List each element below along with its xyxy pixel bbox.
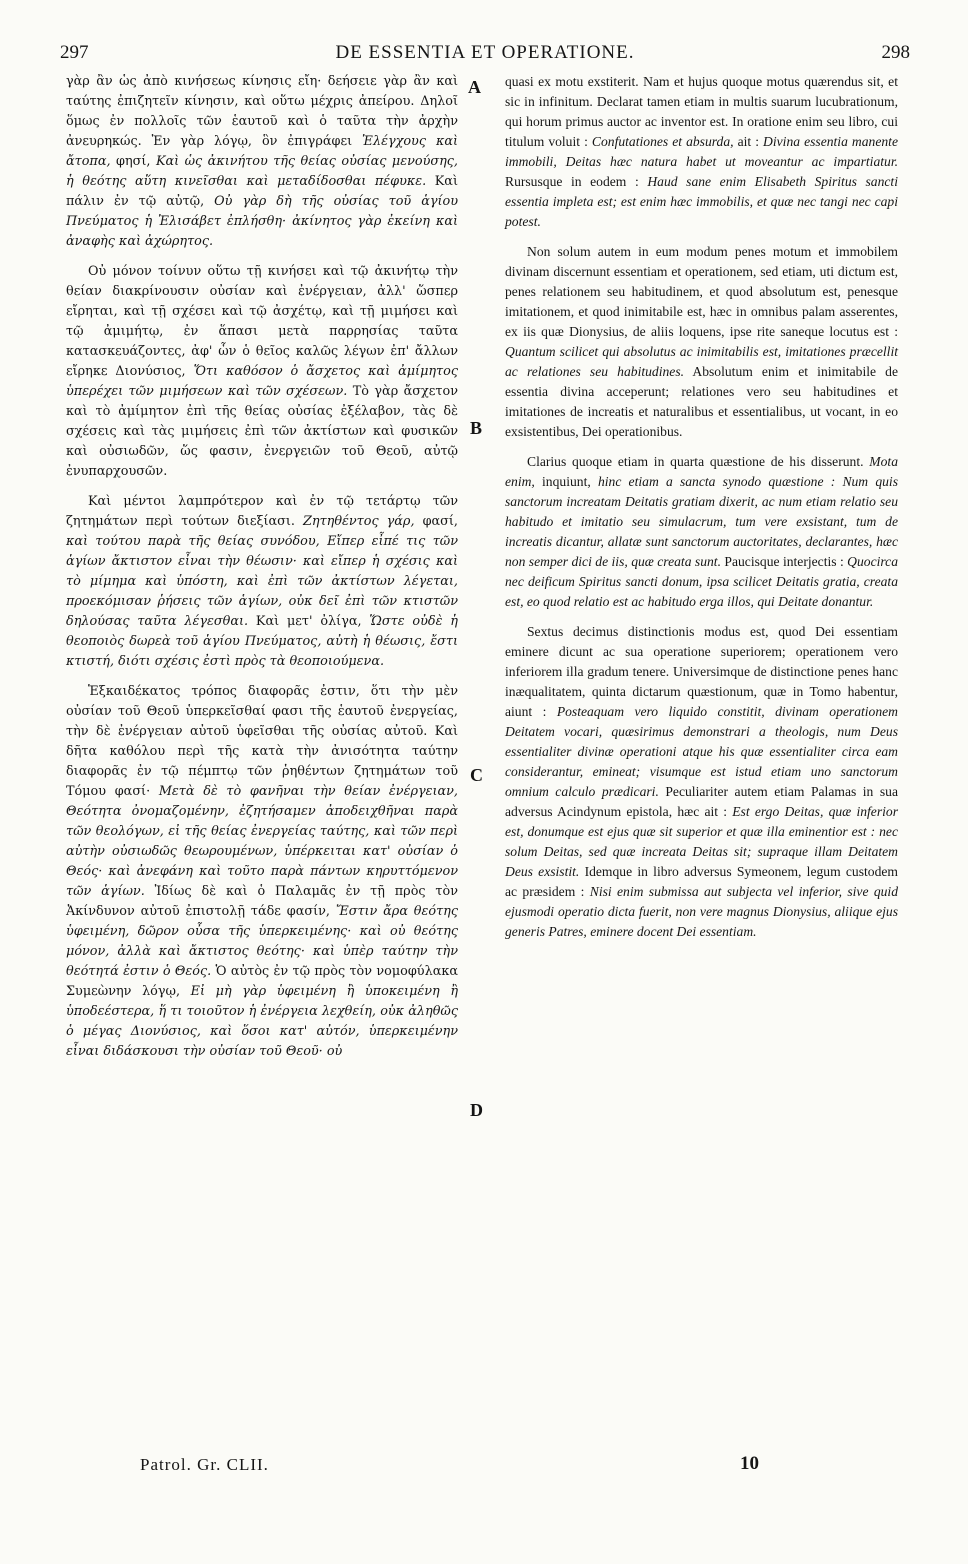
greek-paragraph-4: Ἑξκαιδέκατος τρόπος διαφορᾶς ἐστιν, ὅτι τὴν μὲν οὐσίαν τοῦ Θεοῦ ὑπερκεῖσθαί φασι τῆς ἑαυτοῦ ἐνεργείας, τὴν δὲ ἐνέργειαν αὐτοῦ ὑφεῖσθαι τῆς οὐσίας αὐτοῦ. Καὶ δῆτα καθόλου περὶ τῆς κατὰ τὴν ἀνισότητα ταύτην διαφορᾶς ἐν τῷ πέμπτῳ τῶν ῥηθέντων ζητημάτων τοῦ Τόμου φασί· Μετὰ δὲ τὸ φανῆναι τὴν θείαν ἐνέργειαν, Θεότητα ὀνομαζομένην, ἐζητήσαμεν ἀποδειχθῆναι παρὰ τῶν θεολόγων, εἰ τῆς θείας ἐνεργείας ταύτης, καὶ τῶν περὶ αὐτὴν οὐσιωδῶς θεωρουμένων, ὑπέρκειται κατ' οὐσίαν ὁ Θεός· καὶ ἀνεφάνη καὶ τοῦτο παρὰ πάντων κηρυττόμενον τῶν ἁγίων. Ἰδίως δὲ καὶ ὁ Παλαμᾶς ἐν τῇ πρὸς τὸν Ἀκίνδυνον αὐτοῦ ἐπιστολῇ τάδε φασίν, Ἔστιν ἄρα θεότης ὑφειμένη, δῶρον οὖσα τῆς ὑπερκειμένης· καὶ οὐ θεότης μόνον, ἀλλὰ καὶ ἄκτιστος θεότης· καὶ ὑπὲρ ταύτην τὴν θεότητά ἐστιν ὁ Θεός. Ὁ αὐτὸς ἐν τῷ πρὸς τὸν νομοφύλακα Συμεὼνην λόγῳ, Εἰ μὴ γὰρ ὑφειμένη ἢ ὑποκειμένη ἢ ὑποδεέστερα, ἥ τι τοιοῦτον ἡ ἐνέργεια λεχθείη, οὐκ ἀληθῶς ὁ μέγας Διονύσιος, καὶ ὅσοι κατ' αὐτόν, ὑπερκειμένην εἶναι διδάσκουσι τὴν οὐσίαν τοῦ Θεοῦ· οὐ xyxy=(66,684,458,1059)
latin-paragraph-4: Sextus decimus distinctionis modus est, quod Dei essentiam eminere dicunt ac sua operatione superiorem; operationem vero inferiorem illa gradum tenere. Universimque de distinctione penes hanc inæqualitatem, quinta dictarum quæstionum, quæ in Tomo habentur, aiunt : Posteaquam vero liquido constitit, divinam operationem Deitatem vocari, quæsirimus demonstrari a theologis, num Deus essentialiter divinæ operationi atque his quæ essentialiter circa eam considerantur, emineat; visumque est istud etiam uno sanctorum omnium calculo prædicari. Peculiariter autem etiam Palamas in sua adversus Acindynum epistola, hæc ait : Est ergo Deitas, quæ inferior est, donumque est ejus quæ sit superior et quæ illa eminentior est : nec solum Deitas, sed quæ increata Deitas sit; supraque illam Deitatem Deus exsistit. Idemque in libro adversus Symeonem, legum custodem ac præsidem : Nisi enim submissa aut subjecta vel inferior, sive quid ejusmodi operatio dicta fuerit, non vere magnus Dionysius, aliique ejus generis Patres, eminere docent Dei essentiam. xyxy=(505,624,898,939)
greek-column xyxy=(66,72,458,1072)
signature-mark: 10 xyxy=(740,1453,759,1474)
running-title: DE ESSENTIA ET OPERATIONE. xyxy=(335,42,635,63)
right-page-number: 298 xyxy=(881,42,910,63)
series-footer: Patrol. Gr. CLII. xyxy=(140,1455,269,1474)
section-marker-c: C xyxy=(470,765,483,785)
latin-paragraph-3: Clarius quoque etiam in quarta quæstione de his disserunt. Mota enim, inquiunt, hinc etiam a sancta synodo quæstione : Num quis sanctorum increatam Deitatis gratiam dixerit, ac num etiam relatio seu habitudo et imitatio seu simulacrum, tum vere exsistant, tum de increatis dicantur, allatæ sunt sanctorum auctoritates, declarantes, hæc non semper dici de iis, quæ creata sunt. Paucisque interjectis : Quocirca nec deificum Spiritus sancti donum, ipsa scilicet Deitatis gratia, creata est, eo quod relatio est ac habitudo erga illos, qui Deitate donantur. xyxy=(505,454,898,609)
greek-paragraph-1: γὰρ ἂν ὡς ἀπὸ κινήσεως κίνησις εἴη· δεήσειε γὰρ ἂν καὶ ταύτης ἐπιζητεῖν κίνησιν, καὶ οὕτω μέχρις ἀπείρου. Δηλοῖ ὅμως ἐν πολλοῖς τῶν ἑαυτοῦ καὶ ὁ ταῦτα τὴν ἀρχὴν ἀνευρηκώς. Ἐν γὰρ λόγῳ, ὃν ἐπιγράφει Ἐλέγχους καὶ ἄτοπα, φησί, Καὶ ὡς ἀκινήτου τῆς θείας οὐσίας μενούσης, ἡ θεότης αὕτη κινεῖσθαι καὶ μεταδίδοσθαι πέφυκε. Καὶ πάλιν ἐν τῷ αὐτῷ, Οὐ γὰρ δὴ τῆς οὐσίας τοῦ ἁγίου Πνεύματος ἡ Ἐλισάβετ ἐπλήσθη· ἀκίνητος γὰρ ἐκείνη καὶ ἀναφὴς καὶ ἀχώρητος. xyxy=(66,74,458,249)
latin-column xyxy=(505,72,898,952)
section-marker-d: D xyxy=(470,1100,483,1120)
left-page-number: 297 xyxy=(60,42,89,63)
greek-paragraph-3: Καὶ μέντοι λαμπρότερον καὶ ἐν τῷ τετάρτῳ τῶν ζητημάτων περὶ τούτων διεξίασι. Ζητηθέντος γάρ, φασί, καὶ τούτου παρὰ τῆς θείας συνόδου, Εἴπερ εἶπέ τις τῶν ἁγίων ἄκτιστον εἶναι τὴν θέωσιν· καὶ εἴπερ ἡ σχέσις καὶ τὸ μίμημα καὶ ὑπόστη, καὶ ἐπὶ τῶν ἀκτίστων λέγεται, προεκόμισαν ῥήσεις τῶν ἁγίων, οὐκ δεῖ ἐπὶ τῶν κτιστῶν δηλούσας ταῦτα λέγεσθαι. Καὶ μετ' ὀλίγα, Ὥστε οὐδὲ ἡ θεοποιὸς δωρεὰ τοῦ ἁγίου Πνεύματος, αὐτὴ ἡ θέωσις, ἔστι κτιστή, διότι σχέσις ἐστὶ πρὸς τὰ θεοποιούμενα. xyxy=(66,494,458,669)
running-header xyxy=(60,40,910,68)
latin-paragraph-1: quasi ex motu exstiterit. Nam et hujus quoque motus quærendus sit, et sic in infinitum. Declarat tamen etiam in multis suarum lucubrationum, qui horum primus auctor ac inventor est. In oratione enim seu libro, cui titulum voluit : Confutationes et absurda, ait : Divina essentia manente immobili, Deitas hæc natura habet ut moveantur ac impartiatur. Rursusque in eodem : Haud sane enim Elisabeth Spiritus sancti essentia impleta est; est enim hæc immobilis, et quæ nec tangi nec capi potest. xyxy=(505,74,898,229)
section-marker-b: B xyxy=(470,418,483,438)
latin-paragraph-2: Non solum autem in eum modum penes motum et immobilem divinam discernunt essentiam et operationem, sed etiam, uti dictum est, penes relationem seu habitudinem, et quod absolutum est, penesque imitationem, et quod inimitabile est, hæc in omnibus palam asserentes, ex iis quæ Dionysius, de aliis loquens, ipse rite saneque locutus est : Quantum scilicet qui absolutus ac inimitabilis est, imitationes præcellit ac relationes seu habitudines. Absolutum enim et inimitabile de essentia divina acceperunt; relationes vero seu habitudines et imitationes de increatis et naturalibus et essentialibus, ut vocant, in eo exsistentibus, Dei operationibus. xyxy=(505,244,899,439)
section-marker-a: A xyxy=(468,77,481,97)
greek-paragraph-2: Οὐ μόνον τοίνυν οὕτω τῇ κινήσει καὶ τῷ ἀκινήτῳ τὴν θείαν διακρίνουσιν οὐσίαν καὶ ἐνέργειαν, ἀλλ' ὥσπερ εἴρηται, καὶ τῇ σχέσει καὶ τῷ ἀσχέτῳ, καὶ τῇ μιμήσει καὶ τῷ ἀμιμήτῳ, ἐν ἅπασι μετὰ παρρησίας ταῦτα κατασκευάζοντες, ἀφ' ὧν ὁ θεῖος καλῶς λέγων ἐπ' ἄλλων εἴρηκε Διονύσιος, Ὅτι καθόσον ὁ ἄσχετος καὶ ἀμίμητος ὑπερέχει τῶν μιμήσεων καὶ τῶν σχέσεων. Τὸ γὰρ ἄσχετον καὶ τὸ ἀμίμητον ἐπὶ τῆς θείας οὐσίας ἐξέλαβον, τὰς δὲ σχέσεις καὶ τὰς μιμήσεις ἐπὶ τῶν ἀκτίστων καὶ φυσικῶν καὶ οὐσιωδῶν, ὥς φασιν, ἐνεργειῶν τοῦ Θεοῦ, αὐτῷ ἐνυπαρχουσῶν. xyxy=(66,264,458,479)
